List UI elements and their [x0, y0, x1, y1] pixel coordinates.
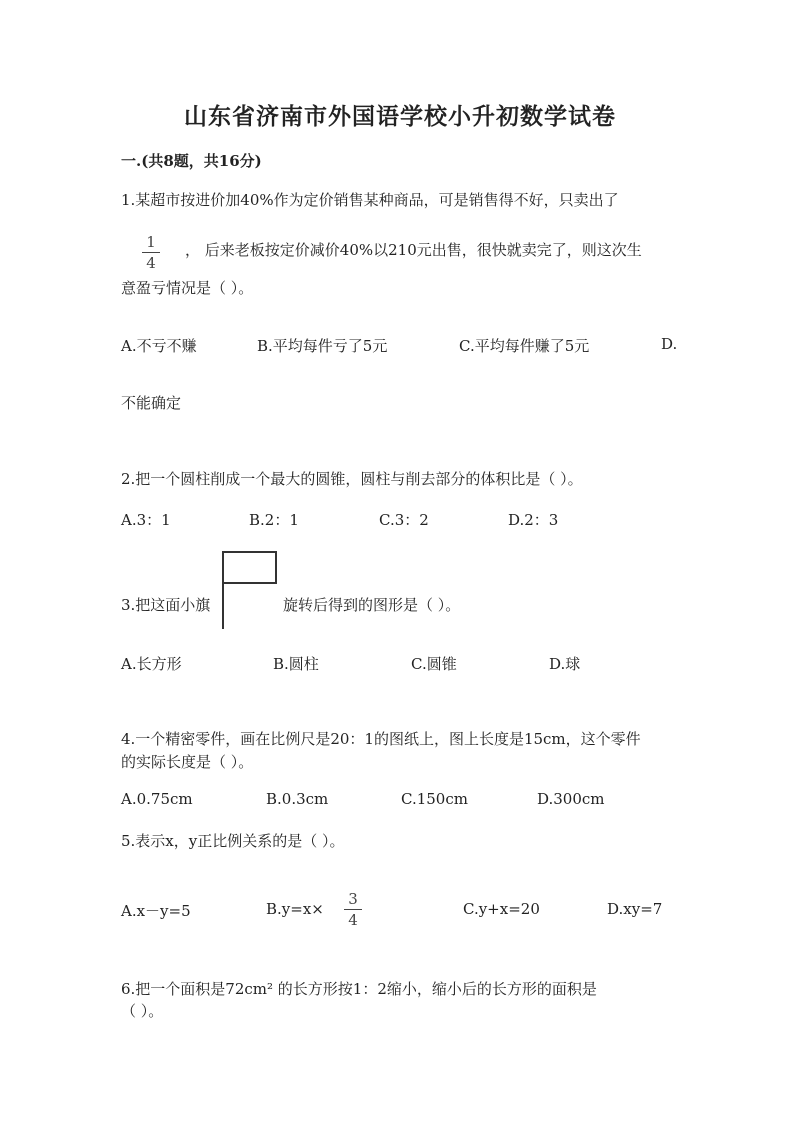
q3-text-after: 旋转后得到的图形是（ ）。 — [283, 596, 461, 614]
q1-option-d[interactable]: D. — [661, 335, 678, 353]
q5-text: 5.表示x，y正比例关系的是（ ）。 — [121, 832, 345, 850]
q2-option-b[interactable]: B.2：1 — [249, 511, 299, 529]
q3-option-d[interactable]: D.球 — [549, 655, 581, 673]
q4-option-d[interactable]: D.300cm — [537, 790, 605, 808]
q5-option-b[interactable]: B.y=x× — [266, 900, 324, 918]
q2-option-d[interactable]: D.2：3 — [508, 511, 559, 529]
q2-text: 2.把一个圆柱削成一个最大的圆锥，圆柱与削去部分的体积比是（ ）。 — [121, 470, 583, 488]
q1-fraction-denominator: 4 — [146, 254, 156, 272]
q1-fraction-numerator: 1 — [146, 233, 156, 251]
q3-option-b[interactable]: B.圆柱 — [273, 655, 319, 673]
q1-fraction-bar — [142, 252, 160, 253]
q6-line2: （ ）。 — [121, 1002, 164, 1020]
q5-fraction-bar — [344, 909, 362, 910]
q1-line1: 1.某超市按进价加40%作为定价销售某种商品，可是销售得不好，只卖出了 — [121, 191, 619, 209]
q5-fraction-numerator: 3 — [348, 890, 358, 908]
q4-option-c[interactable]: C.150cm — [401, 790, 468, 808]
q2-option-a[interactable]: A.3：1 — [121, 511, 171, 529]
q1-option-c[interactable]: C.平均每件赚了5元 — [459, 337, 590, 355]
q4-option-b[interactable]: B.0.3cm — [266, 790, 329, 808]
q5-option-d[interactable]: D.xy=7 — [607, 900, 663, 918]
q5-fraction-denominator: 4 — [348, 911, 358, 929]
q5-option-a[interactable]: A.x－y=5 — [121, 902, 191, 920]
page-title: 山东省济南市外国语学校小升初数学试卷 — [184, 103, 616, 130]
q3-option-c[interactable]: C.圆锥 — [411, 655, 457, 673]
q3-text-before: 3.把这面小旗 — [121, 596, 211, 614]
q4-line1: 4.一个精密零件，画在比例尺是20：1的图纸上，图上长度是15cm，这个零件 — [121, 730, 641, 748]
q3-option-a[interactable]: A.长方形 — [121, 655, 182, 673]
section-header: 一.(共8题，共16分) — [121, 152, 262, 170]
q1-option-a[interactable]: A.不亏不赚 — [121, 337, 197, 355]
q4-option-a[interactable]: A.0.75cm — [121, 790, 193, 808]
q1-option-b[interactable]: B.平均每件亏了5元 — [257, 337, 388, 355]
q6-line1: 6.把一个面积是72cm² 的长方形按1：2缩小，缩小后的长方形的面积是 — [121, 980, 597, 998]
q1-line2: ， 后来老板按定价减价40%以210元出售，很快就卖完了，则这次生 — [185, 241, 642, 259]
q5-option-c[interactable]: C.y+x=20 — [463, 900, 540, 918]
q4-line2: 的实际长度是（ ）。 — [121, 753, 254, 771]
q1-fraction — [140, 233, 162, 272]
flag-cloth — [222, 551, 277, 584]
q5-fraction — [342, 890, 364, 929]
q1-option-d-text[interactable]: 不能确定 — [121, 394, 182, 412]
q1-line3: 意盈亏情况是（ ）。 — [121, 279, 254, 297]
q2-option-c[interactable]: C.3：2 — [379, 511, 429, 529]
